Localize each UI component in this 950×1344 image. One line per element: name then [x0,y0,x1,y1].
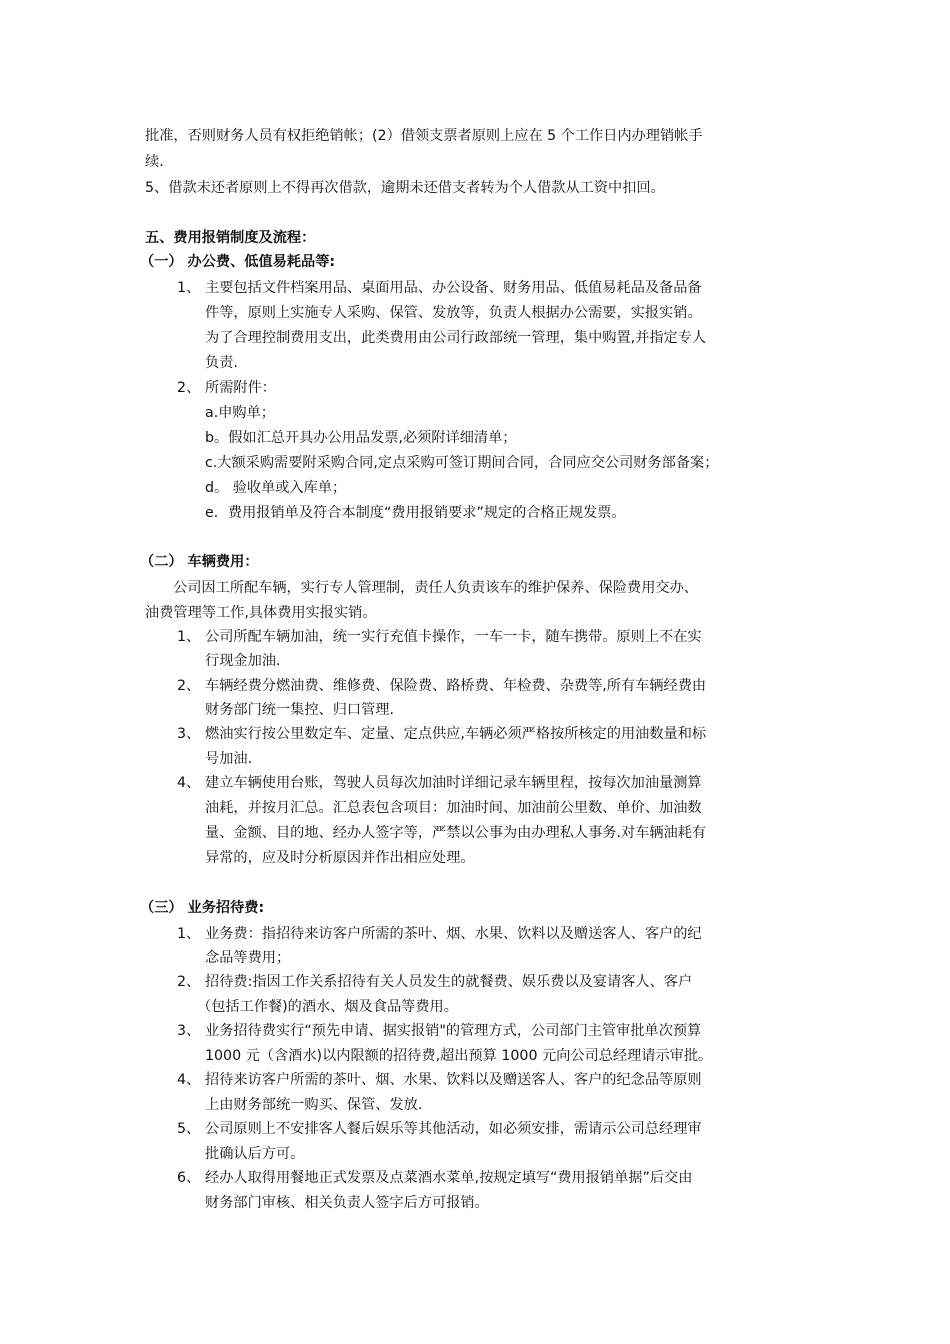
list-item-line: 行现金加油. [205,653,281,669]
list-item-line: 公司所配车辆加油，统一实行充值卡操作，一车一卡，随车携带。原则上不在实 [205,629,702,645]
list-item-line: 财务部门审核、相关负责人签字后方可报销。 [205,1195,489,1211]
list-number: 1、 [177,280,201,296]
list-item-line: （包括工作餐)的酒水、烟及食品等费用。 [197,999,458,1015]
list-number: 5、 [177,1121,201,1137]
list-number: 2、 [177,974,201,990]
subsection-title: （三） 业务招待费: [140,900,265,916]
list-item-line: 所需附件： [205,380,276,396]
list-item-line: 件等，原则上实施专人采购、保管、发放等，负责人根据办公需要，实报实销。 [205,305,702,321]
section-heading: 五、费用报销制度及流程： [145,230,316,246]
paragraph-line: 续. [145,154,164,170]
list-item-line: 负责. [205,355,238,371]
list-item-line: 号加油. [205,751,253,767]
paragraph-line: 公司因工所配车辆，实行专人管理制，责任人负责该车的维护保养、保险费用交办、 [173,580,698,596]
paragraph-line: 批准，否则财务人员有权拒绝销帐；(2）借领支票者原则上应在 5 个工作日内办理销帐手 [145,128,703,144]
list-item-line: 油耗，并按月汇总。汇总表包含项目：加油时间、加油前公里数、单价、加油数 [205,800,702,816]
paragraph-line: 5、借款未还者原则上不得再次借款，逾期未还借支者转为个人借款从工资中扣回。 [145,180,665,196]
list-item-line: 燃油实行按公里数定车、定量、定点供应,车辆必须严格按所核定的用油数量和标 [205,726,707,742]
list-number: 6、 [177,1170,201,1186]
list-item-line: 量、金额、目的地、经办人签字等，严禁以公事为由办理私人事务.对车辆油耗有 [205,825,707,841]
list-item-line: 车辆经费分燃油费、维修费、保险费、路桥费、年检费、杂费等,所有车辆经费由 [205,678,707,694]
list-item-line: 念品等费用； [205,950,291,966]
subsection-title: （二） 车辆费用： [140,554,259,570]
list-item-line: 异常的，应及时分析原因并作出相应处理。 [205,850,475,866]
list-number: 4、 [177,775,201,791]
list-item-line: 财务部门统一集控、归口管理. [205,702,394,718]
list-item-line: 业务招待费实行“预先申请、据实报销"的管理方式，公司部门主管审批单次预算 [205,1023,702,1039]
list-number: 4、 [177,1072,201,1088]
list-item-line: 招待来访客户所需的茶叶、烟、水果、饮料以及赠送客人、客户的纪念品等原则 [205,1072,702,1088]
attachment-item: c.大额采购需要附采购合同,定点采购可签订期间合同，合同应交公司财务部备案； [205,455,719,471]
paragraph-line: 油费管理等工作,具体费用实报实销。 [145,605,377,621]
attachment-item: e．费用报销单及符合本制度“费用报销要求”规定的合格正规发票。 [205,505,626,521]
list-number: 2、 [177,380,201,396]
list-item-line: 上由财务部统一购买、保管、发放. [205,1097,423,1113]
list-item-line: 招待费:指因工作关系招待有关人员发生的就餐费、娱乐费以及宴请客人、客户 [205,974,693,990]
list-item-line: 为了合理控制费用支出，此类费用由公司行政部统一管理，集中购置,并指定专人 [205,330,707,346]
list-item-line: 主要包括文件档案用品、桌面用品、办公设备、财务用品、低值易耗品及备品备 [205,280,702,296]
list-item-line: 1000 元（含酒水)以内限额的招待费,超出预算 1000 元向公司总经理请示审批。 [205,1048,713,1064]
list-number: 1、 [177,926,201,942]
list-item-line: 批确认后方可。 [205,1146,305,1162]
attachment-item: d。 验收单或入库单； [205,480,347,496]
attachment-item: b。假如汇总开具办公用品发票,必须附详细清单； [205,430,517,446]
list-item-line: 经办人取得用餐地正式发票及点菜酒水菜单,按规定填写“费用报销单据”后交由 [205,1170,693,1186]
list-number: 2、 [177,678,201,694]
attachment-item: a.申购单； [205,405,275,421]
subsection-title: （一） 办公费、低值易耗品等: [140,254,336,270]
list-item-line: 业务费：指招待来访客户所需的茶叶、烟、水果、饮料以及赠送客人、客户的纪 [205,926,702,942]
list-number: 3、 [177,1023,201,1039]
list-item-line: 建立车辆使用台账，驾驶人员每次加油时详细记录车辆里程，按每次加油量测算 [205,775,702,791]
list-item-line: 公司原则上不安排客人餐后娱乐等其他活动，如必须安排，需请示公司总经理审 [205,1121,702,1137]
list-number: 1、 [177,629,201,645]
list-number: 3、 [177,726,201,742]
